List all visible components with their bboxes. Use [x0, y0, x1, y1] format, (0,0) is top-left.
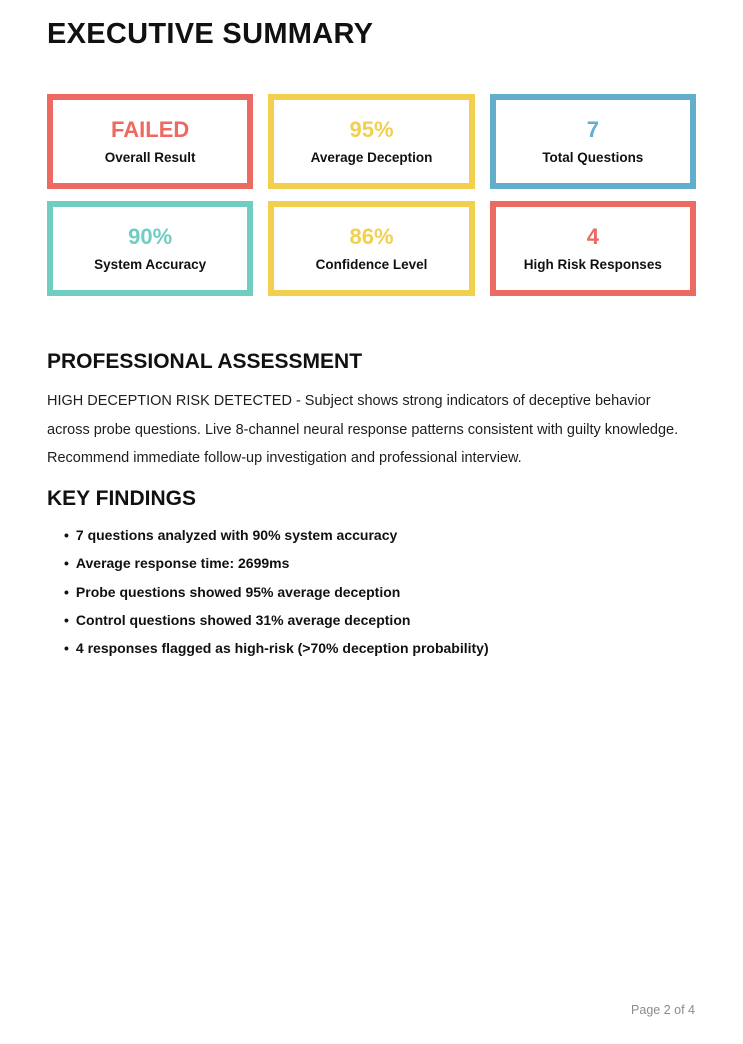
finding-text: 4 responses flagged as high-risk (>70% deception probability): [75, 640, 489, 657]
stat-value: 95%: [349, 116, 394, 142]
page-number: Page 2 of 4: [631, 1003, 695, 1017]
key-findings-heading: KEY FINDINGS: [47, 487, 196, 511]
stat-value: 86%: [349, 223, 394, 249]
bullet-glyph: •: [64, 612, 69, 628]
finding-item: [64, 612, 696, 629]
stat-card-total-questions: [490, 94, 696, 189]
stat-card-overall-result: [47, 94, 253, 189]
summary-stat-grid: [47, 94, 696, 296]
finding-item: [64, 640, 696, 657]
page-title: EXECUTIVE SUMMARY: [47, 18, 374, 50]
finding-item: [64, 527, 696, 544]
key-findings-list: [47, 527, 696, 657]
bullet-glyph: •: [64, 583, 69, 600]
stat-value: 90%: [128, 223, 173, 249]
stat-value: FAILED: [111, 116, 190, 142]
assessment-heading: PROFESSIONAL ASSESSMENT: [47, 350, 363, 373]
finding-text: Probe questions showed 95% average deception: [75, 583, 401, 600]
bullet-glyph: •: [64, 527, 69, 544]
stat-card-confidence-level: [268, 201, 474, 296]
stat-value: 4: [586, 223, 599, 249]
stat-card-system-accuracy: [47, 201, 253, 296]
finding-item: [64, 584, 696, 601]
finding-text: 7 questions analyzed with 90% system accuracy: [75, 527, 398, 544]
finding-text: Control questions showed 31% average deception: [75, 612, 411, 628]
assessment-body-text: HIGH DECEPTION RISK DETECTED - Subject shows strong indicators of deceptive behavior across probe questions. Live 8-channel neural response patterns consistent with guilty knowledge. Recommend immediate follow-up investigation and professional interview.: [47, 393, 679, 467]
stat-label: System Accuracy: [94, 256, 207, 272]
stat-label: Overall Result: [104, 149, 196, 165]
stat-value: 7: [586, 116, 599, 142]
finding-item: [64, 555, 696, 572]
stat-label: High Risk Responses: [523, 256, 662, 272]
stat-label: Total Questions: [542, 149, 644, 165]
stat-card-high-risk-responses: [490, 201, 696, 296]
finding-text: Average response time: 2699ms: [75, 555, 290, 572]
stat-label: Confidence Level: [315, 256, 428, 272]
bullet-glyph: •: [64, 640, 69, 657]
bullet-glyph: •: [64, 555, 69, 572]
stat-label: Average Deception: [310, 149, 433, 165]
stat-card-average-deception: [268, 94, 474, 189]
